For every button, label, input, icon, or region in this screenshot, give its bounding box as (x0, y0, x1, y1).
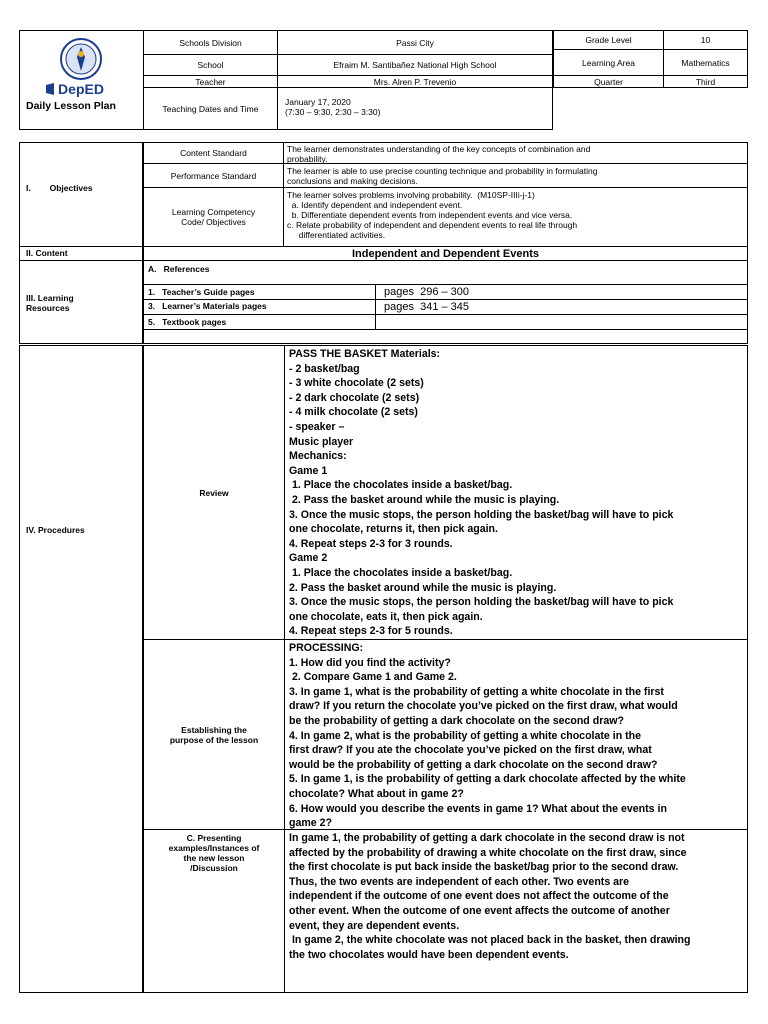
purpose-label: Establishing the purpose of the lesson (143, 639, 285, 830)
content-title: Independent and Dependent Events (143, 246, 748, 261)
presenting-content: In game 1, the probability of getting a dark chocolate in the second draw is not affected by the probability of drawing a white chocolate on the first draw, since the first chocolate is put back inside the basket/bag prior to the second draw. Thus, the two events are independent of each other. Two events are independent if the outcome of one event does not affect the outcome of the other event. When the outcome of one event affects the outcome of another event, they are dependent events. In game 2, the white chocolate was not placed back in the basket, then drawing the two chocolates would have been dependent events. (284, 829, 748, 993)
school-value: Efraim M. Santibañez National High School (277, 54, 553, 76)
procedures-heading-cell (19, 345, 143, 993)
references-label: A. References (143, 260, 748, 285)
teacher-label: Teacher (143, 75, 278, 88)
content-heading-cell (19, 246, 143, 261)
learners-materials-value: pages 341 – 345 (375, 299, 748, 315)
school-label: School (143, 54, 278, 76)
objectives-heading-cell (19, 142, 143, 247)
header-logo-title-cell (19, 30, 143, 130)
performance-standard-label: Performance Standard (143, 163, 284, 188)
quarter-label: Quarter (553, 75, 664, 88)
division-label: Schools Division (143, 30, 278, 55)
teacher-value: Mrs. Alren P. Trevenio (277, 75, 553, 88)
quarter-value: Third (663, 75, 748, 88)
content-heading: II. Content (26, 248, 68, 258)
procedures-heading: IV. Procedures (26, 525, 85, 535)
presenting-label: C. Presenting examples/Instances of the new lesson /Discussion (143, 829, 285, 993)
deped-logo (38, 37, 124, 97)
area-label: Learning Area (553, 49, 664, 76)
competency-text: The learner solves problems involving probability. (M10SP-IIIi-j-1) a. Identify dependent and independent event. b. Differentiate dependent events from independent events and vice versa. c. Relate probability of independent and dependent events to real life through differentiated activities. (283, 187, 748, 247)
division-value: Passi City (277, 30, 553, 55)
review-content: PASS THE BASKET Materials: - 2 basket/bag - 3 white chocolate (2 sets) - 2 dark chocolate (2 sets) - 4 milk chocolate (2 sets) - speaker – Music player Mechanics: Game 1 1. Place the chocolates inside a basket/bag. 2. Pass the basket around while the music is playing. 3. Once the music stops, the person holding the basket/bag will have to pick one chocolate, returns it, then pick again. 4. Repeat steps 2-3 for 3 rounds. Game 2 1. Place the chocolates inside a basket/bag. 2. Pass the basket around while the music is playing. 3. Once the music stops, the person holding the basket/bag will have to pick one chocolate, eats it, then pick again. 4. Repeat steps 2-3 for 5 rounds. (284, 345, 748, 640)
svg-text:DepED: DepED (58, 81, 104, 97)
review-label: Review (143, 345, 285, 640)
objectives-heading: I. Objectives (26, 183, 93, 193)
textbook-label: 5. Textbook pages (143, 314, 376, 330)
performance-standard-text: The learner is able to use precise counting technique and probability in formulating conclusions and making decisions. (283, 163, 748, 188)
area-value: Mathematics (663, 49, 748, 76)
daily-lesson-plan-title: Daily Lesson Plan (26, 100, 116, 112)
dates-label: Teaching Dates and Time (143, 87, 278, 130)
purpose-content: PROCESSING: 1. How did you find the activity? 2. Compare Game 1 and Game 2. 3. In game 1, what is the probability of getting a white chocolate in the first draw? If you return the chocolate you’ve picked on the first draw, what would be the probability of getting a dark chocolate on the second draw? 4. In game 2, what is the probability of getting a white chocolate in the first draw? If you ate the chocolate you’ve picked on the first draw, what would be the probability of getting a dark chocolate on the second draw? 5. In game 1, is the probability of getting a dark chocolate affected by the white chocolate? What about in game 2? 6. How would you describe the events in game 1? What about the events in game 2? (284, 639, 748, 830)
dates-value: January 17, 2020 (7:30 – 9:30, 2:30 – 3:30) (277, 87, 553, 130)
learners-materials-label: 3. Learner’s Materials pages (143, 299, 376, 315)
teachers-guide-label: 1. Teacher’s Guide pages (143, 284, 376, 300)
grade-value: 10 (663, 30, 748, 50)
content-standard-label: Content Standard (143, 142, 284, 164)
resources-heading-line1: III. Learning (26, 293, 74, 303)
resources-blank-row (143, 329, 748, 344)
textbook-value (375, 314, 748, 330)
content-standard-text: The learner demonstrates understanding of the key concepts of combination and probability. (283, 142, 748, 164)
grade-label: Grade Level (553, 30, 664, 50)
resources-heading-line2: Resources (26, 303, 70, 313)
resources-heading-cell (19, 260, 143, 344)
competency-label: Learning Competency Code/ Objectives (143, 187, 284, 247)
teachers-guide-value: pages 296 – 300 (375, 284, 748, 300)
